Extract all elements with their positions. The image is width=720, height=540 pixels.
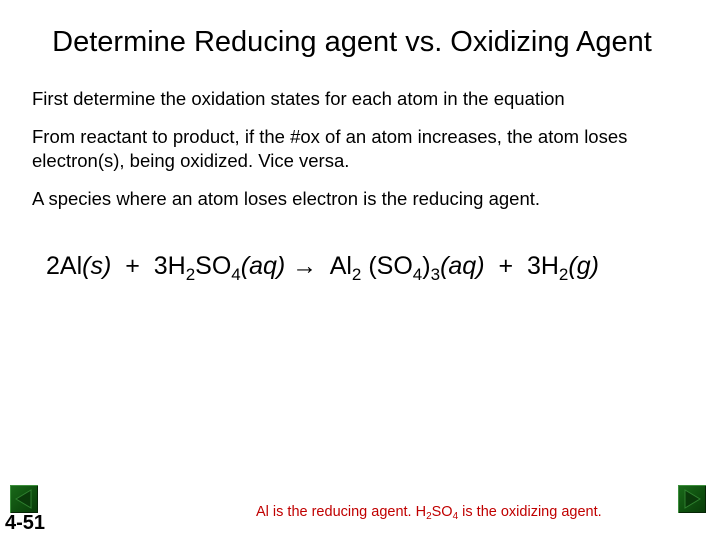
bullet-3: A species where an atom loses electron is the reducing agent.: [32, 188, 541, 209]
chemical-equation: [46, 249, 599, 283]
bullet-2: From reactant to product, if the #ox of an atom increases, the atom loses electron(s), being oxidized. Vice versa.: [32, 126, 628, 171]
eq-reactant-2: $3H_2SO_4(aq)$: [153, 252, 286, 284]
eq-product-2: $3H_2(g)$: [526, 252, 599, 284]
triangle-left-icon: [10, 485, 38, 513]
triangle-right-icon: [678, 485, 706, 513]
eq-reactant-1: 2Al(s): [46, 252, 112, 280]
eq-arrow: →: [292, 252, 318, 280]
slide-number: 4-51: [5, 512, 46, 534]
next-slide-button[interactable]: [678, 485, 706, 513]
answer-note: Al is the reducing agent. $H_2SO_4$ is the oxidizing agent.: [256, 504, 602, 522]
eq-plus-2: +: [498, 252, 514, 280]
previous-slide-button[interactable]: [10, 485, 38, 513]
eq-product-1: $Al_2$ $(SO_4)_3(aq)$: [329, 252, 485, 284]
slide-title: Determine Reducing agent vs. Oxidizing Agent: [52, 26, 652, 58]
bullet-1: First determine the oxidation states for each atom in the equation: [32, 88, 565, 109]
eq-plus-1: +: [125, 252, 140, 280]
